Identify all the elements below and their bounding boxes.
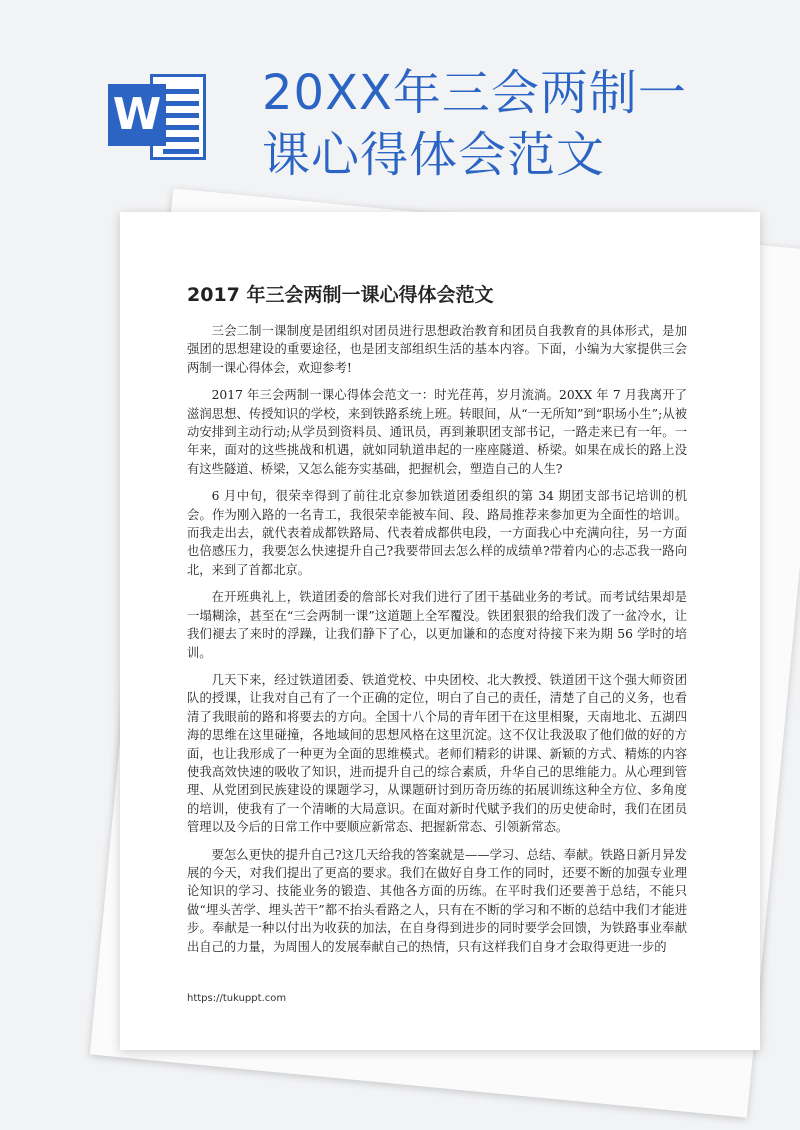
word-document-icon: [108, 70, 208, 165]
paragraph: 2017 年三会两制一课心得体会范文一：时光荏苒，岁月流淌。20XX 年 7 月我离开了滋润思想、传授知识的学校，来到铁路系统上班。转眼间，从“一无所知”到“职场小生”;从被动安排到主动行动;从学员到资料员、通讯员，再到兼职团支部书记，一路走来已有一年。一年来，面对的这些挑战和机遇，就如同轨道串起的一座座隧道、桥梁。如果在成长的路上没有这些隧道、桥梁，又怎么能夯实基础，把握机会，塑造自己的人生?: [187, 388, 687, 476]
banner-title: [262, 62, 782, 186]
word-icon-letter: W: [108, 84, 166, 146]
paragraph: 几天下来，经过铁道团委、铁道党校、中央团校、北大教授、铁道团干这个强大师资团队的授课，让我对自己有了一个正确的定位，明白了自己的责任，清楚了自己的义务，也看清了我眼前的路和将要去的方向。全国十八个局的青年团干在这里相聚，天南地北、五湖四海的思维在这里碰撞，各地域间的思想风格在这里沉淀。这不仅让我汲取了他们做的好的方面，也让我形成了一种更为全面的思维模式。老师们精彩的讲课、新颖的方式、精炼的内容使我高效快速的吸收了知识，进而提升自己的综合素质，升华自己的思维能力。从心理到管理、从党团到民族建设的课题学习，从课题研讨到历奇历练的拓展训练这种全方位、多角度的培训，使我有了一个清晰的大局意识。在面对新时代赋予我们的历史使命时，我们在团员管理以及今后的日常工作中要顺应新常态、把握新常态、引领新常态。: [187, 672, 687, 835]
paragraph: 三会二制一课制度是团组织对团员进行思想政治教育和团员自我教育的具体形式，是加强团的思想建设的重要途径，也是团支部组织生活的基本内容。下面，小编为大家提供三会两制一课心得体会，欢迎参考!: [187, 324, 687, 375]
banner-title-line2: 课心得体会范文: [262, 127, 606, 183]
banner: [0, 0, 800, 215]
paragraph: 在开班典礼上，铁道团委的詹部长对我们进行了团干基础业务的考试。而考试结果却是一塌糊涂，甚至在“三会两制一课”这道题上全军覆没。铁团狠狠的给我们泼了一盆冷水，让我们褪去了来时的浮躁，让我们静下了心，以更加谦和的态度对待接下来为期 56 学时的培训。: [187, 590, 687, 660]
document-page: [120, 212, 760, 1050]
paragraph: 要怎么更快的提升自己?这几天给我的答案就是——学习、总结、奉献。铁路日新月异发展的今天，对我们提出了更高的要求。我们在做好自身工作的同时，还要不断的加强专业理论知识的学习、技能业务的锻造、其他各方面的历练。在平时我们还要善于总结，不能只做“埋头苦学、埋头苦干”都不抬头看路之人，只有在不断的学习和不断的总结中我们才能进步。奉献是一种以付出为收获的加法，在自身得到进步的同时要学会回馈，为铁路事业奉献出自己的力量，为周围人的发展奉献自己的热情，只有这样我们自身才会取得更进一步的: [187, 847, 687, 954]
document-title: 2017 年三会两制一课心得体会范文: [187, 284, 494, 306]
banner-title-line1: 20XX年三会两制一: [262, 65, 687, 121]
paragraph: 6 月中旬，很荣幸得到了前往北京参加铁道团委组织的第 34 期团支部书记培训的机会。作为刚入路的一名青工，我很荣幸能被车间、段、路局推荐来参加更为全面性的培训。而我走出去，就代表着成都铁路局、代表着成都供电段，一方面我心中充满向往，另一方面也倍感压力，我要怎么快速提升自己?我要带回去怎么样的成绩单?带着内心的忐忑我一路向北，来到了首都北京。: [187, 489, 687, 577]
document-body: [187, 322, 687, 965]
footer-url: https://tukuppt.com: [187, 993, 287, 1004]
